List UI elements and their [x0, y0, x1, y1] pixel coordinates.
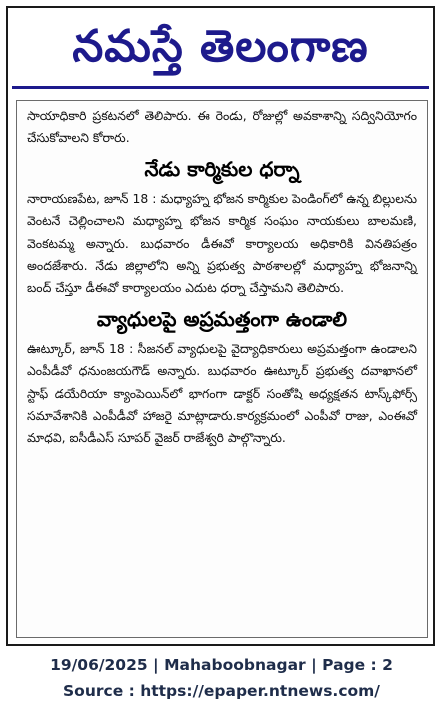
article-clipping: [16, 100, 428, 638]
intro-paragraph: సాయాధికారి ప్రకటనలో తెలిపారు. ఈ రెండు, రోజుల్లో అవకాశాన్ని సద్వినియోగం చేసుకోవాలని కోరారు.: [27, 108, 417, 146]
masthead-logo: నమస్తే తెలంగాణ: [72, 21, 369, 72]
story2-headline: వ్యాధులపై అప్రమత్తంగా ఉండాలి: [96, 306, 348, 331]
story2-body: ఊట్కూర్, జూన్ 18 : సీజనల్ వ్యాధులపై వైద్యాధికారులు అప్రమత్తంగా ఉండాలని ఎంపీడీవో ధనుంజయగౌడ్ అన్నారు. బుధవారం ఊట్కూర్ ప్రభుత్వ దవాఖానలో స్టాఫ్ డయేరియా క్యాంపెయిన్‌లో భాగంగా డాక్టర్ సంతోషి అధ్యక్షతన టాస్క్‌ఫోర్స్ సమావేశానికి ఎంపీడీవో హాజరై మాట్లాడారు.కార్యక్రమంలో ఎంపీవో రాజు, ఎంఈవో మాధవి, ఐసీడీఎస్ సూపర్ వైజర్ రాజేశ్వరి పాల్గొన్నారు.: [27, 340, 417, 446]
footer-edition-line: 19/06/2025 | Mahaboobnagar | Page : 2: [50, 656, 393, 674]
story1-headline: నేడు కార్మికుల ధర్నా: [144, 156, 300, 181]
masthead-rule: [12, 86, 429, 89]
story1-body: నారాయణపేట, జూన్ 18 : మధ్యాహ్న భోజన కార్మికుల పెండింగ్‌లో ఉన్న బిల్లులను వెంటనే చెల్లించాలని మధ్యాహ్న భోజన కార్మిక సంఘం నాయకులు బాలమణి, వెంకటమ్మ అన్నారు. బుధవారం డీఈవో కార్యాలయ అధికారికి వినతిపత్రం అందజేశారు. నేడు జిల్లాలోని అన్ని ప్రభుత్వ పాఠశాలల్లో మధ్యాహ్న భోజనాన్ని బంద్ చేస్తూ డీఈవో కార్యాలయం ఎదుట ధర్నా చేస్తామని తెలిపారు.: [27, 190, 417, 296]
footer-source-line: Source : https://epaper.ntnews.com/: [63, 682, 380, 700]
clipping-frame: [6, 6, 435, 646]
